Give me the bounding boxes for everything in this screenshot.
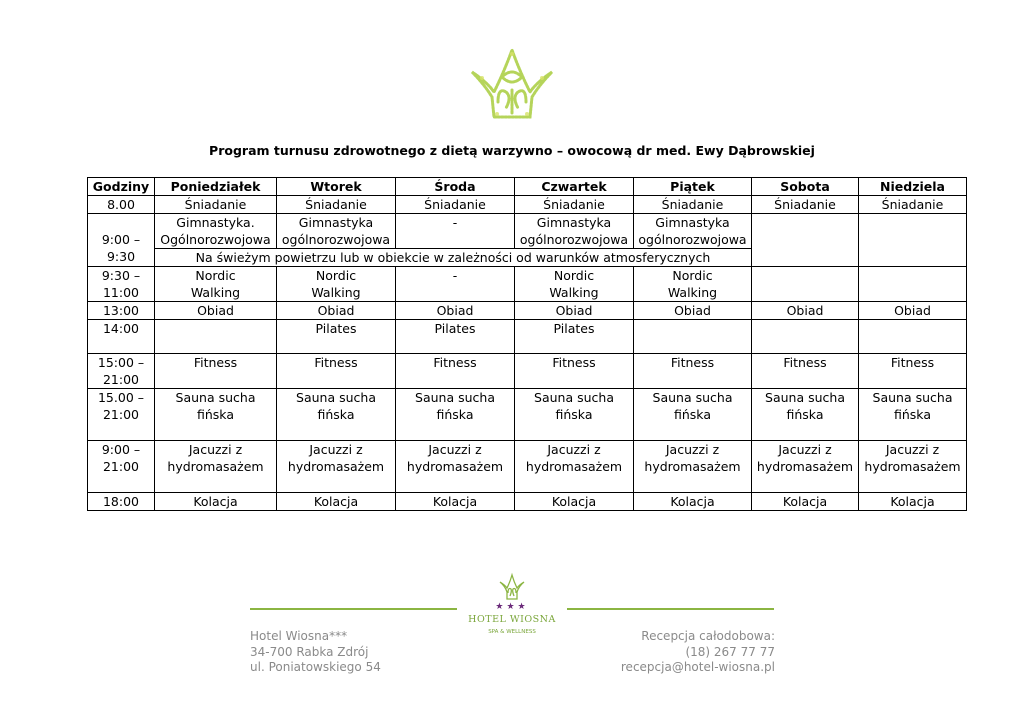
header-cell: Środa xyxy=(396,178,515,196)
activity-cell: Obiad xyxy=(859,302,967,320)
activity-cell xyxy=(277,214,396,249)
cell-line: Sauna sucha xyxy=(175,390,256,405)
cell-line: hydromasażem xyxy=(167,459,264,474)
cell-line: hydromasażem xyxy=(864,459,961,474)
activity-cell: Fitness xyxy=(859,354,967,389)
activity-cell xyxy=(634,267,752,302)
activity-cell: Kolacja xyxy=(634,493,752,511)
activity-cell: Śniadanie xyxy=(859,196,967,214)
activity-cell xyxy=(277,267,396,302)
cell-line: Gimnastyka xyxy=(536,215,612,230)
activity-cell: Fitness xyxy=(752,354,859,389)
activity-cell xyxy=(515,389,634,441)
cell-line: Jacuzzi z xyxy=(547,442,601,457)
activity-cell xyxy=(396,389,515,441)
footer-contact xyxy=(621,629,775,676)
page-title: Program turnusu zdrowotnego z dietą warzywno – owocową dr med. Ewy Dąbrowskiej xyxy=(209,143,815,158)
activity-cell: Kolacja xyxy=(515,493,634,511)
activity-cell: Śniadanie xyxy=(277,196,396,214)
cell-line: Jacuzzi z xyxy=(188,442,243,457)
cell-line: hydromasażem xyxy=(525,459,623,474)
activity-cell xyxy=(277,389,396,441)
cell-line: fińska xyxy=(317,407,355,422)
table-row xyxy=(88,320,967,354)
time-cell: 18:00 xyxy=(88,493,155,511)
activity-cell: Obiad xyxy=(515,302,634,320)
hotel-brand-name: HOTEL WIOSNA xyxy=(468,614,556,625)
activity-cell: Fitness xyxy=(515,354,634,389)
activity-cell xyxy=(859,389,967,441)
activity-cell: Pilates xyxy=(515,320,634,354)
star-rating: ★★★ xyxy=(495,602,529,612)
time-cell xyxy=(88,354,155,389)
outdoor-note-cell: Na świeżym powietrzu lub w obiekcie w zależności od warunków atmosferycznych xyxy=(155,249,752,267)
footer-address-line: ul. Poniatowskiego 54 xyxy=(250,660,381,674)
cell-line: hydromasażem xyxy=(756,459,854,474)
cell-line: - xyxy=(452,215,458,230)
activity-cell xyxy=(752,267,859,302)
cell-line: Nordic xyxy=(553,268,595,283)
time-cell xyxy=(88,441,155,493)
activity-cell: Fitness xyxy=(396,354,515,389)
cell-line: Jacuzzi z xyxy=(309,442,363,457)
cell-line: Sauna sucha xyxy=(296,390,376,405)
activity-cell: Kolacja xyxy=(752,493,859,511)
activity-cell xyxy=(396,441,515,493)
time-cell: 8.00 xyxy=(88,196,155,214)
hotel-wiosna-logo-icon xyxy=(497,572,527,602)
cell-line: Jacuzzi z xyxy=(885,442,940,457)
cell-line: Nordic xyxy=(195,268,236,283)
time-line: 21:00 xyxy=(102,372,140,387)
header-cell: Godziny xyxy=(88,178,155,196)
header-cell: Poniedziałek xyxy=(155,178,277,196)
table-row xyxy=(88,214,967,249)
activity-cell xyxy=(155,214,277,249)
activity-cell xyxy=(752,320,859,354)
activity-cell: Fitness xyxy=(155,354,277,389)
activity-cell xyxy=(859,441,967,493)
activity-cell xyxy=(396,214,515,249)
time-line: 9:30 – xyxy=(101,268,141,283)
header-cell: Wtorek xyxy=(277,178,396,196)
activity-cell xyxy=(155,267,277,302)
activity-cell: Obiad xyxy=(634,302,752,320)
activity-cell: Śniadanie xyxy=(155,196,277,214)
time-cell xyxy=(88,389,155,441)
cell-line: hydromasażem xyxy=(406,459,504,474)
cell-line: Walking xyxy=(190,285,241,300)
header-cell: Piątek xyxy=(634,178,752,196)
cell-line: Sauna sucha xyxy=(765,390,845,405)
activity-cell xyxy=(277,441,396,493)
activity-cell: Śniadanie xyxy=(634,196,752,214)
cell-line: fińska xyxy=(674,407,711,422)
table-row xyxy=(88,354,967,389)
activity-cell xyxy=(752,389,859,441)
time-line: 15:00 – xyxy=(97,355,145,370)
cell-line: hydromasażem xyxy=(644,459,741,474)
hotel-wiosna-logo xyxy=(462,570,562,640)
header-cell: Niedziela xyxy=(859,178,967,196)
time-cell: 13:00 xyxy=(88,302,155,320)
cell-line: Nordic xyxy=(672,268,713,283)
activity-cell xyxy=(634,441,752,493)
time-line: 21:00 xyxy=(102,459,140,474)
activity-cell xyxy=(859,320,967,354)
activity-cell: Kolacja xyxy=(277,493,396,511)
header-row xyxy=(88,178,967,196)
cell-line: fińska xyxy=(197,407,234,422)
footer-address-line: Hotel Wiosna*** xyxy=(250,629,348,643)
activity-cell xyxy=(634,389,752,441)
cell-line: Ogólnorozwojowa xyxy=(160,232,271,247)
cell-line: Jacuzzi z xyxy=(428,442,482,457)
activity-cell: Fitness xyxy=(277,354,396,389)
footer-contact-line: Recepcja całodobowa: xyxy=(641,629,775,643)
activity-cell xyxy=(515,267,634,302)
activity-cell: Obiad xyxy=(155,302,277,320)
activity-cell: Fitness xyxy=(634,354,752,389)
cell-line: Walking xyxy=(667,285,718,300)
table-row xyxy=(88,441,967,493)
cell-line: Sauna sucha xyxy=(534,390,614,405)
cell-line: Gimnastyka xyxy=(298,215,374,230)
activity-cell xyxy=(634,320,752,354)
footer-divider-left xyxy=(250,608,457,610)
activity-cell xyxy=(396,267,515,302)
activity-cell: Śniadanie xyxy=(396,196,515,214)
cell-line: fińska xyxy=(555,407,593,422)
footer-divider-right xyxy=(567,608,774,610)
activity-cell xyxy=(155,320,277,354)
time-cell: 14:00 xyxy=(88,320,155,354)
activity-cell: Pilates xyxy=(277,320,396,354)
footer-address-line: 34-700 Rabka Zdrój xyxy=(250,644,369,659)
activity-cell xyxy=(752,441,859,493)
activity-cell xyxy=(752,214,859,267)
time-cell xyxy=(88,267,155,302)
cell-line: - xyxy=(452,268,458,283)
cell-line: Gimnastyka xyxy=(655,215,730,230)
time-line: 11:00 xyxy=(102,285,140,300)
activity-cell: Pilates xyxy=(396,320,515,354)
table-row xyxy=(88,389,967,441)
activity-cell xyxy=(859,214,967,267)
header-cell: Sobota xyxy=(752,178,859,196)
footer-address xyxy=(250,629,381,676)
cell-line: Sauna sucha xyxy=(415,390,495,405)
header-cell: Czwartek xyxy=(515,178,634,196)
activity-cell: Kolacja xyxy=(859,493,967,511)
time-line: 9:30 xyxy=(106,249,136,264)
time-line: 21:00 xyxy=(102,407,140,422)
activity-cell xyxy=(155,389,277,441)
cell-line: Jacuzzi z xyxy=(778,442,832,457)
hotel-brand-subtitle: SPA & WELLNESS xyxy=(488,629,536,635)
activity-cell xyxy=(859,267,967,302)
activity-cell xyxy=(634,214,752,249)
time-line: 9:00 – xyxy=(101,442,141,457)
cell-line: Walking xyxy=(311,285,361,300)
cell-line: ogólnorozwojowa xyxy=(638,232,747,247)
table-row xyxy=(88,493,967,511)
activity-cell: Obiad xyxy=(396,302,515,320)
table-row xyxy=(88,302,967,320)
activity-cell: Obiad xyxy=(277,302,396,320)
cell-line: ogólnorozwojowa xyxy=(281,232,391,247)
cell-line: Sauna sucha xyxy=(652,390,733,405)
activity-cell xyxy=(155,441,277,493)
cell-line: hydromasażem xyxy=(287,459,385,474)
cell-line: Walking xyxy=(549,285,599,300)
activity-cell: Śniadanie xyxy=(752,196,859,214)
cell-line: fińska xyxy=(436,407,474,422)
table-row xyxy=(88,196,967,214)
cell-line: Jacuzzi z xyxy=(665,442,720,457)
hotel-crown-logo-icon xyxy=(462,42,562,124)
activity-cell xyxy=(515,214,634,249)
activity-cell: Śniadanie xyxy=(515,196,634,214)
cell-line: fińska xyxy=(894,407,931,422)
activity-cell: Kolacja xyxy=(155,493,277,511)
cell-line: Gimnastyka. xyxy=(176,215,255,230)
cell-line: Sauna sucha xyxy=(872,390,953,405)
activity-cell: Kolacja xyxy=(396,493,515,511)
footer-email: recepcja@hotel-wiosna.pl xyxy=(620,660,775,674)
cell-line: ogólnorozwojowa xyxy=(519,232,629,247)
activity-cell: Obiad xyxy=(752,302,859,320)
schedule-table xyxy=(87,177,967,511)
activity-cell xyxy=(515,441,634,493)
table-row xyxy=(88,267,967,302)
time-line: 9:00 – xyxy=(101,232,141,247)
cell-line: Nordic xyxy=(315,268,357,283)
time-line: 15.00 – xyxy=(97,390,144,405)
cell-line: fińska xyxy=(786,407,824,422)
footer-phone: (18) 267 77 77 xyxy=(685,644,775,659)
time-cell xyxy=(88,214,155,267)
